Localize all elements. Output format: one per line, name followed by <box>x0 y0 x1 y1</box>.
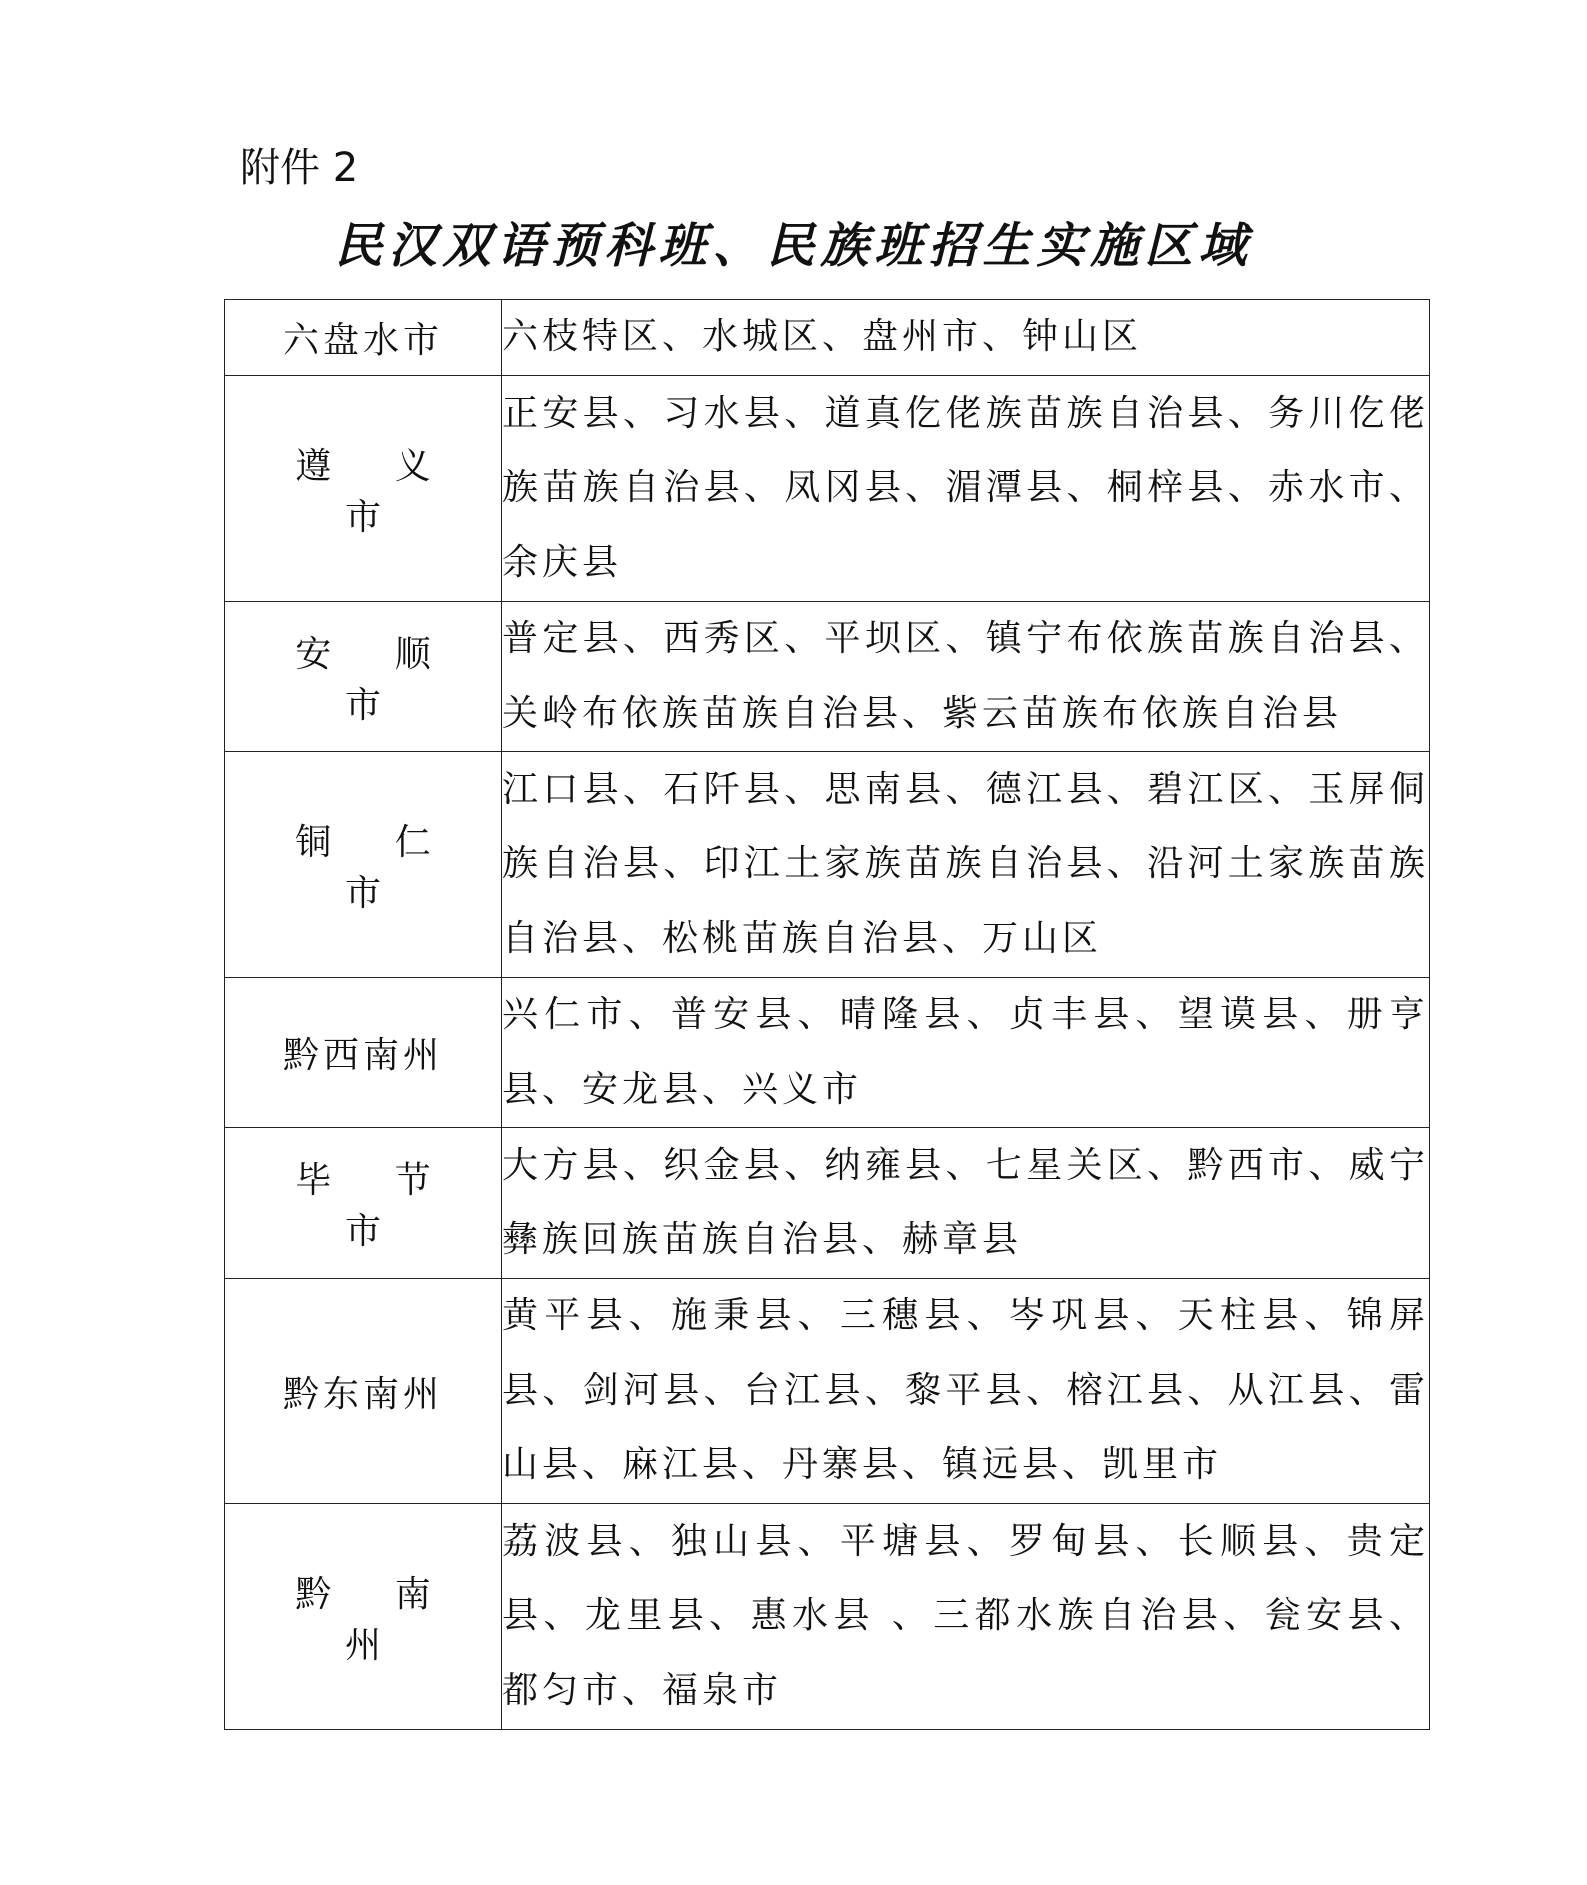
areas-cell: 黄平县、施秉县、三穗县、岑巩县、天柱县、锦屏县、剑河县、台江县、黎平县、榕江县、从江县、雷山县、麻江县、丹寨县、镇远县、凯里市 <box>502 1279 1430 1504</box>
document-title: 民汉双语预科班、民族班招生实施区域 <box>334 218 1253 274</box>
region-table <box>224 299 1430 1730</box>
city-cell: 遵 义 市 <box>225 376 502 602</box>
areas-cell: 江口县、石阡县、思南县、德江县、碧江区、玉屏侗族自治县、印江土家族苗族自治县、沿河土家族苗族自治县、松桃苗族自治县、万山区 <box>502 752 1430 978</box>
city-cell: 黔东南州 <box>225 1279 502 1504</box>
table-row <box>225 1128 1430 1279</box>
attachment-label: 附件 2 <box>240 145 359 191</box>
table-row <box>225 978 1430 1128</box>
table-row <box>225 752 1430 978</box>
table-row <box>225 300 1430 376</box>
city-cell: 黔西南州 <box>225 978 502 1128</box>
areas-cell: 普定县、西秀区、平坝区、镇宁布依族苗族自治县、关岭布依族苗族自治县、紫云苗族布依族自治县 <box>502 602 1430 752</box>
areas-cell: 荔波县、独山县、平塘县、罗甸县、长顺县、贵定县、龙里县、惠水县 、三都水族自治县、瓮安县、都匀市、福泉市 <box>502 1504 1430 1730</box>
areas-cell: 兴仁市、普安县、晴隆县、贞丰县、望谟县、册亨县、安龙县、兴义市 <box>502 978 1430 1128</box>
city-cell: 黔 南 州 <box>225 1504 502 1730</box>
city-cell: 毕 节 市 <box>225 1128 502 1279</box>
areas-cell: 正安县、习水县、道真仡佬族苗族自治县、务川仡佬族苗族自治县、凤冈县、湄潭县、桐梓县、赤水市、余庆县 <box>502 376 1430 602</box>
city-cell: 安 顺 市 <box>225 602 502 752</box>
areas-cell: 大方县、织金县、纳雍县、七星关区、黔西市、威宁彝族回族苗族自治县、赫章县 <box>502 1128 1430 1279</box>
areas-cell: 六枝特区、水城区、盘州市、钟山区 <box>502 300 1430 376</box>
table-row <box>225 1504 1430 1730</box>
table-row <box>225 602 1430 752</box>
table-row <box>225 1279 1430 1504</box>
city-cell: 六盘水市 <box>225 300 502 376</box>
table-row <box>225 376 1430 602</box>
city-cell: 铜 仁 市 <box>225 752 502 978</box>
